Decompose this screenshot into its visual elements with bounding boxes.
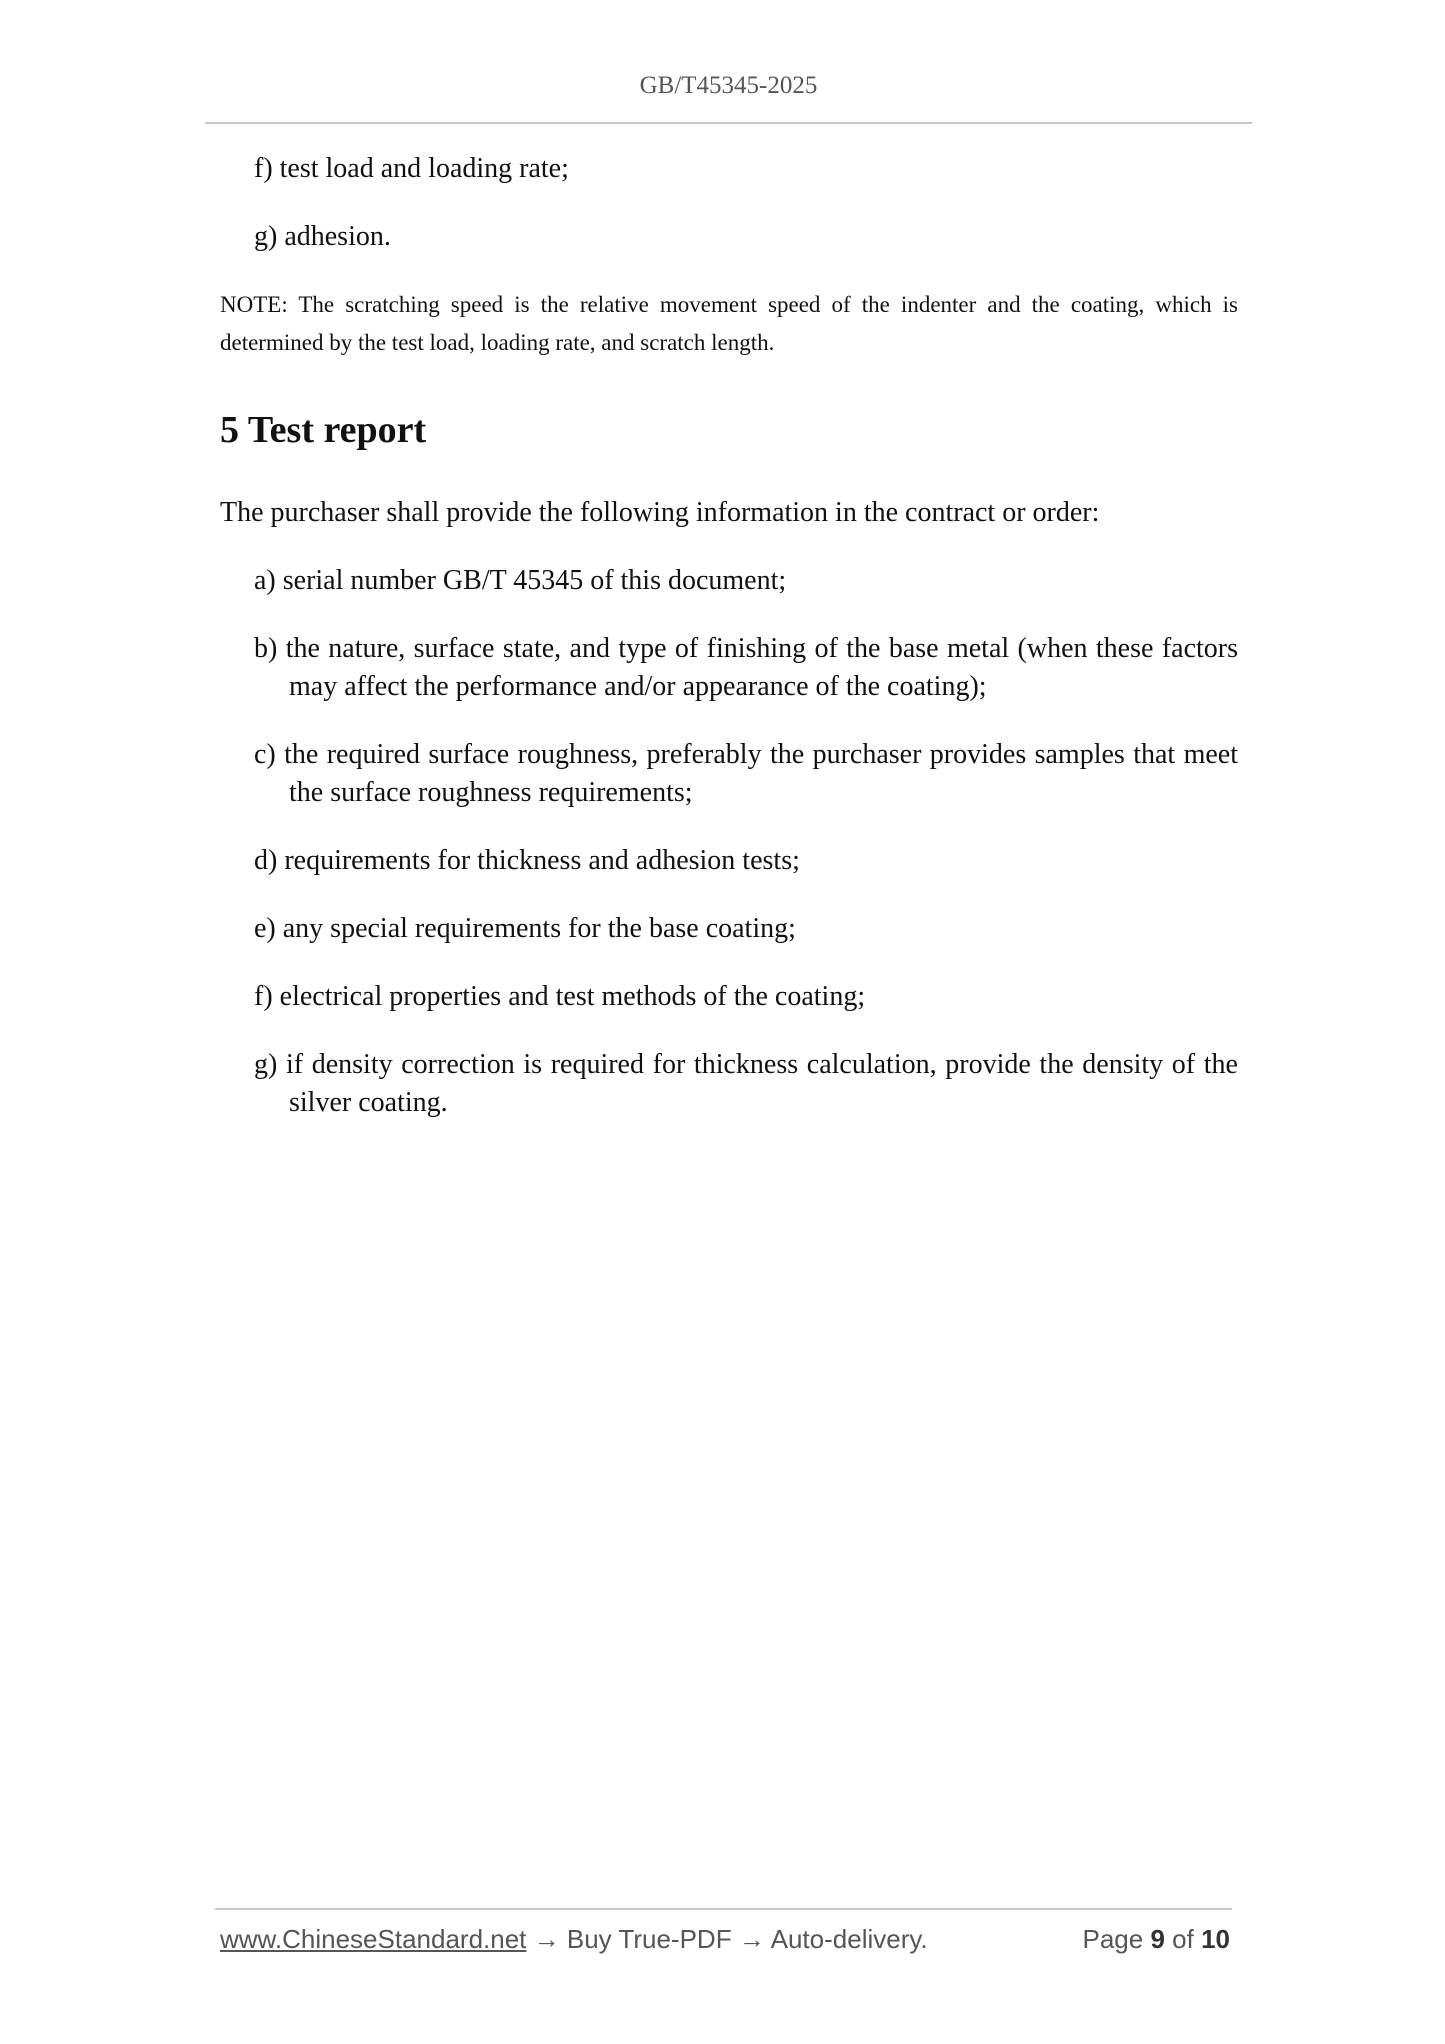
total-pages: 10 <box>1201 1924 1230 1954</box>
section-intro: The purchaser shall provide the following information in the contract or order: <box>220 497 1100 528</box>
buy-pdf-text: Buy True-PDF <box>566 1924 732 1954</box>
document-header: GB/T45345-2025 <box>639 72 818 99</box>
note-paragraph: NOTE: The scratching speed is the relative movement speed of the indenter and the coating, which is determined by the test load, loading rate, and scratch length. <box>220 292 1238 355</box>
list-item: a) serial number GB/T 45345 of this document; <box>254 565 787 596</box>
footer-divider <box>215 1908 1232 1910</box>
auto-delivery-text: Auto-delivery. <box>770 1924 928 1954</box>
current-page: 9 <box>1150 1924 1165 1954</box>
list-item: e) any special requirements for the base coating; <box>254 913 796 944</box>
list-item: f) test load and loading rate; <box>254 153 569 184</box>
list-item: g) if density correction is required for thickness calculation, provide the density of the silver coating. <box>254 1049 1238 1118</box>
page-of-label: of <box>1172 1924 1194 1954</box>
page-label: Page <box>1082 1924 1144 1954</box>
list-item: c) the required surface roughness, preferably the purchaser provides samples that meet the surface roughness requirements; <box>254 739 1238 808</box>
arrow-icon: → <box>738 1924 765 1954</box>
website-link[interactable]: www.ChineseStandard.net <box>220 1924 527 1954</box>
arrow-icon: → <box>533 1924 560 1954</box>
list-item: f) electrical properties and test methods of the coating; <box>254 981 866 1012</box>
header-divider <box>205 122 1252 124</box>
section-heading: 5 Test report <box>220 409 427 451</box>
page-content <box>220 150 1238 1152</box>
list-item: b) the nature, surface state, and type of finishing of the base metal (when these factors may affect the performance and/or appearance of the coating); <box>254 633 1238 702</box>
list-item: g) adhesion. <box>254 221 391 252</box>
page-number <box>1082 1924 1230 1955</box>
footer-promo <box>220 1924 928 1955</box>
list-item: d) requirements for thickness and adhesion tests; <box>254 845 800 876</box>
